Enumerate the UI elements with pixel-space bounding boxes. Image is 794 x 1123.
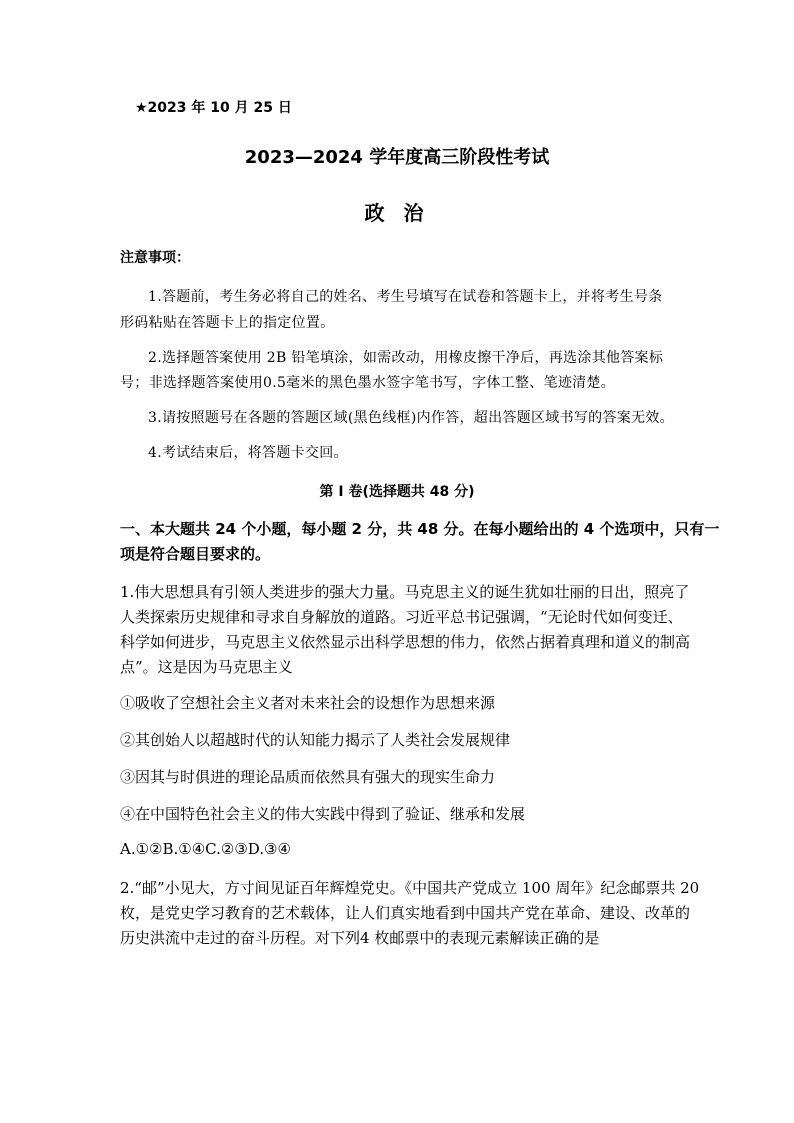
question-1-line-4: 点”。这是因为马克思主义 <box>120 658 293 676</box>
question-1-option-2: ②其创始人以超越时代的认知能力揭示了人类社会发展规律 <box>120 731 511 749</box>
notice-item-2-line-1: 2.选择题答案使用 2B 铅笔填涂，如需改动，用橡皮擦干净后，再选涂其他答案标 <box>148 350 664 366</box>
notice-item-4: 4.考试结束后，将答题卡交回。 <box>148 445 348 461</box>
question-2-line-2: 枚，是党史学习教育的艺术载体，让人们真实地看到中国共产党在革命、建设、改革的 <box>120 904 691 922</box>
notice-item-3: 3.请按照题号在各题的答题区域(黑色线框)内作答，超出答题区域书写的答案无效。 <box>148 410 674 426</box>
question-2-line-1: 2.“邮”小见大，方寸间见证百年辉煌党史。《中国共产党成立 100 周年》纪念邮票共 20 <box>120 879 700 897</box>
part-instruction-line-2: 项是符合题目要求的。 <box>120 545 271 563</box>
question-1-line-3: 科学如何进步，马克思主义依然显示出科学思想的伟力，依然占据着真理和道义的制高 <box>120 633 691 651</box>
question-2-line-3: 历史洪流中走过的奋斗历程。对下列4 枚邮票中的表现元素解读正确的是 <box>120 929 600 947</box>
notice-heading: 注意事项： <box>120 250 190 266</box>
subject-title: 政 治 <box>364 201 430 225</box>
exam-title: 2023—2024 学年度高三阶段性考试 <box>244 147 550 168</box>
question-1-line-1: 1.伟大思想具有引领人类进步的强大力量。马克思主义的诞生犹如壮丽的日出，照亮了 <box>120 583 690 601</box>
exam-date: ★2023 年 10 月 25 日 <box>135 100 292 116</box>
question-1-option-1: ①吸收了空想社会主义者对未来社会的设想作为思想来源 <box>120 694 496 712</box>
section-title: 第 I 卷(选择题共 48 分) <box>319 484 475 500</box>
question-1-line-2: 人类探索历史规律和寻求自身解放的道路。习近平总书记强调，“无论时代如何变迁、 <box>120 608 683 626</box>
question-1-option-3: ③因其与时俱进的理论品质而依然具有强大的现实生命力 <box>120 768 496 786</box>
notice-item-1-line-2: 形码粘贴在答题卡上的指定位置。 <box>120 315 335 331</box>
question-1-choices: A.①②B.①④C.②③D.③④ <box>120 840 291 858</box>
question-1-option-4: ④在中国特色社会主义的伟大实践中得到了验证、继承和发展 <box>120 805 526 823</box>
notice-item-1-line-1: 1.答题前，考生务必将自己的姓名、考生号填写在试卷和答题卡上，并将考生号条 <box>148 289 663 305</box>
part-instruction-line-1: 一、本大题共 24 个小题，每小题 2 分，共 48 分。在每小题给出的 4 个选项中，只有一 <box>120 520 720 538</box>
notice-item-2-line-2: 号；非选择题答案使用0.5毫米的黑色墨水签字笔书写，字体工整、笔迹清楚。 <box>120 375 616 391</box>
